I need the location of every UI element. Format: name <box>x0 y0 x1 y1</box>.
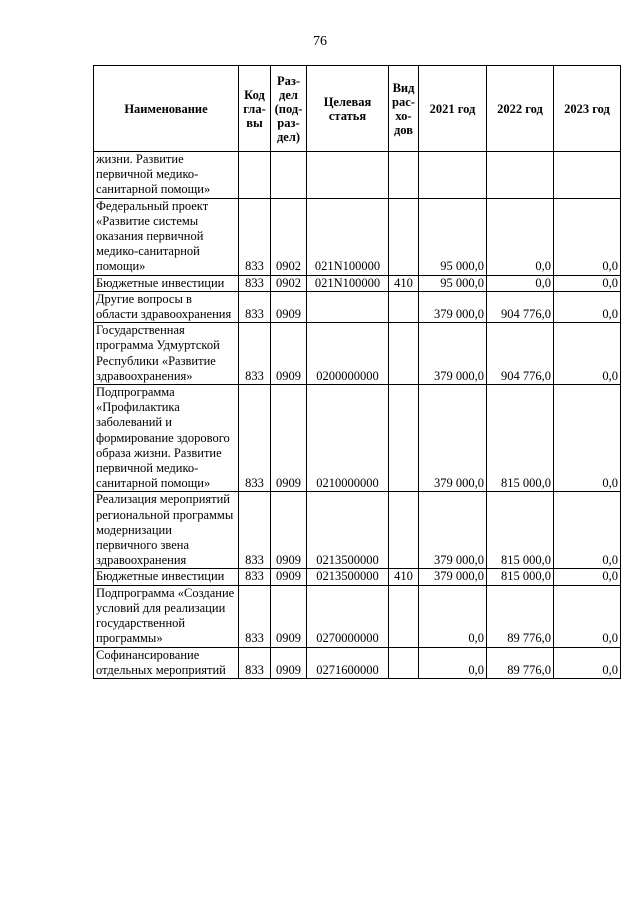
cell-expense-type: 410 <box>389 275 419 291</box>
cell-2023: 0,0 <box>554 291 621 322</box>
cell-2021: 0,0 <box>419 585 487 647</box>
cell-section: 0902 <box>271 198 307 275</box>
cell-section: 0909 <box>271 492 307 569</box>
cell-chapter: 833 <box>239 647 271 678</box>
cell-section: 0909 <box>271 569 307 585</box>
cell-name: Федеральный проект «Развитие системы оказания первичной медико-санитарной помощи» <box>94 198 239 275</box>
header-name: Наименование <box>94 66 239 152</box>
cell-expense-type <box>389 585 419 647</box>
cell-target: 0271600000 <box>307 647 389 678</box>
cell-expense-type <box>389 647 419 678</box>
cell-target: 0213500000 <box>307 569 389 585</box>
cell-section: 0909 <box>271 291 307 322</box>
cell-expense-type: 410 <box>389 569 419 585</box>
table-header-row <box>94 66 621 152</box>
cell-name: Софинансирование отдельных мероприятий <box>94 647 239 678</box>
header-2023: 2023 год <box>554 66 621 152</box>
cell-section: 0909 <box>271 323 307 385</box>
cell-name: Реализация мероприятий региональной программы модернизации первичного звена здравоохранения <box>94 492 239 569</box>
header-chapter: Код гла-вы <box>239 66 271 152</box>
cell-target <box>307 291 389 322</box>
cell-expense-type <box>389 152 419 199</box>
cell-chapter <box>239 152 271 199</box>
cell-2021: 95 000,0 <box>419 198 487 275</box>
table-row <box>94 385 621 492</box>
cell-expense-type <box>389 323 419 385</box>
cell-2023: 0,0 <box>554 198 621 275</box>
cell-2022: 89 776,0 <box>487 647 554 678</box>
cell-2021: 379 000,0 <box>419 569 487 585</box>
cell-2021: 379 000,0 <box>419 492 487 569</box>
cell-2022: 89 776,0 <box>487 585 554 647</box>
header-2021: 2021 год <box>419 66 487 152</box>
cell-2023: 0,0 <box>554 385 621 492</box>
cell-2021: 379 000,0 <box>419 385 487 492</box>
table-row <box>94 291 621 322</box>
cell-chapter: 833 <box>239 323 271 385</box>
cell-name: Бюджетные инвестиции <box>94 275 239 291</box>
cell-target: 021N100000 <box>307 275 389 291</box>
cell-2023: 0,0 <box>554 569 621 585</box>
cell-chapter: 833 <box>239 569 271 585</box>
cell-chapter: 833 <box>239 492 271 569</box>
cell-name: Другие вопросы в области здравоохранения <box>94 291 239 322</box>
table-row <box>94 585 621 647</box>
cell-2022: 904 776,0 <box>487 323 554 385</box>
cell-2021: 379 000,0 <box>419 323 487 385</box>
header-target: Целевая статья <box>307 66 389 152</box>
cell-2022: 904 776,0 <box>487 291 554 322</box>
cell-section <box>271 152 307 199</box>
cell-target: 0210000000 <box>307 385 389 492</box>
cell-2023: 0,0 <box>554 585 621 647</box>
cell-2021: 95 000,0 <box>419 275 487 291</box>
cell-section: 0902 <box>271 275 307 291</box>
cell-2022: 0,0 <box>487 275 554 291</box>
cell-2021: 379 000,0 <box>419 291 487 322</box>
page-number: 76 <box>313 34 327 49</box>
table-row <box>94 152 621 199</box>
cell-2023: 0,0 <box>554 275 621 291</box>
cell-chapter: 833 <box>239 275 271 291</box>
header-2022: 2022 год <box>487 66 554 152</box>
cell-target <box>307 152 389 199</box>
cell-2023: 0,0 <box>554 492 621 569</box>
cell-2023 <box>554 152 621 199</box>
cell-expense-type <box>389 198 419 275</box>
cell-section: 0909 <box>271 585 307 647</box>
cell-chapter: 833 <box>239 291 271 322</box>
cell-name: Подпрограмма «Создание условий для реализации государственной программы» <box>94 585 239 647</box>
table-row <box>94 647 621 678</box>
cell-2021 <box>419 152 487 199</box>
cell-2022 <box>487 152 554 199</box>
cell-target: 0200000000 <box>307 323 389 385</box>
cell-2021: 0,0 <box>419 647 487 678</box>
cell-expense-type <box>389 385 419 492</box>
cell-expense-type <box>389 492 419 569</box>
cell-2022: 815 000,0 <box>487 492 554 569</box>
cell-2022: 815 000,0 <box>487 569 554 585</box>
cell-name: Бюджетные инвестиции <box>94 569 239 585</box>
table-row <box>94 569 621 585</box>
header-section: Раз-дел (под-раз-дел) <box>271 66 307 152</box>
cell-2022: 0,0 <box>487 198 554 275</box>
cell-chapter: 833 <box>239 385 271 492</box>
table-body <box>94 152 621 679</box>
table-row <box>94 492 621 569</box>
cell-name: Государственная программа Удмуртской Республики «Развитие здравоохранения» <box>94 323 239 385</box>
cell-2022: 815 000,0 <box>487 385 554 492</box>
table-row <box>94 275 621 291</box>
table-row <box>94 198 621 275</box>
cell-chapter: 833 <box>239 198 271 275</box>
cell-section: 0909 <box>271 385 307 492</box>
budget-table <box>93 65 621 679</box>
cell-2023: 0,0 <box>554 647 621 678</box>
cell-target: 0270000000 <box>307 585 389 647</box>
cell-2023: 0,0 <box>554 323 621 385</box>
cell-section: 0909 <box>271 647 307 678</box>
table-row <box>94 323 621 385</box>
cell-target: 0213500000 <box>307 492 389 569</box>
cell-expense-type <box>389 291 419 322</box>
cell-name: жизни. Развитие первичной медико-санитарной помощи» <box>94 152 239 199</box>
cell-name: Подпрограмма «Профилактика заболеваний и формирование здорового образа жизни. Развитие первичной медико-санитарной помощи» <box>94 385 239 492</box>
cell-chapter: 833 <box>239 585 271 647</box>
cell-target: 021N100000 <box>307 198 389 275</box>
header-expense-type: Вид рас-хо-дов <box>389 66 419 152</box>
